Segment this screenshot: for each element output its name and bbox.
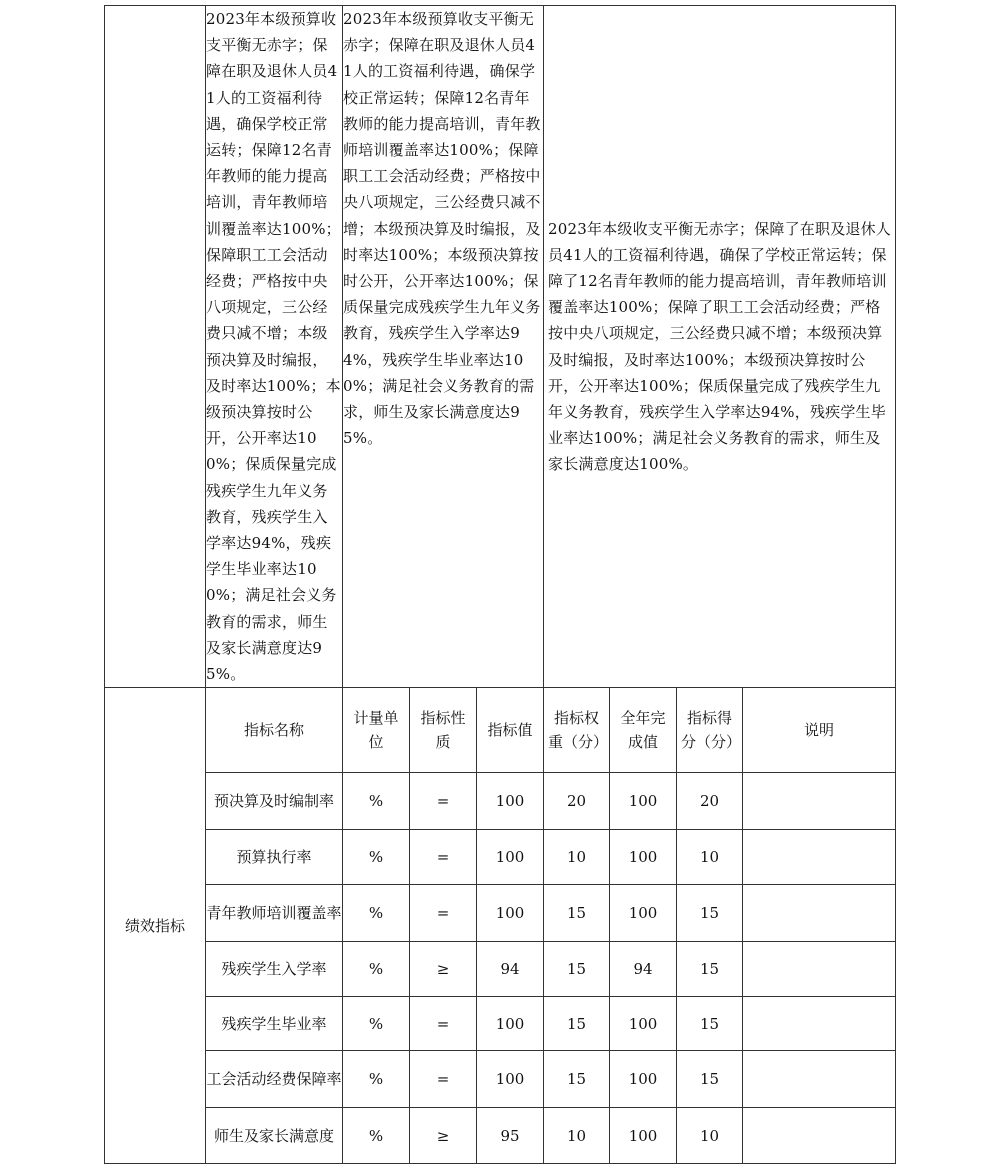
indicator-value: 100 <box>477 997 544 1051</box>
indicator-nature: ≥ <box>410 1108 477 1164</box>
table-row <box>105 1051 896 1108</box>
indicator-weight: 10 <box>544 1108 610 1164</box>
indicator-score: 15 <box>677 997 743 1051</box>
indicator-score: 15 <box>677 1051 743 1108</box>
header-unit: 计量单位 <box>343 688 410 773</box>
goals-label-cell <box>105 6 206 688</box>
indicator-weight: 15 <box>544 885 610 942</box>
indicator-unit: % <box>343 885 410 942</box>
indicator-nature: ≥ <box>410 942 477 997</box>
indicator-nature: = <box>410 997 477 1051</box>
table-row <box>105 885 896 942</box>
indicator-value: 100 <box>477 1051 544 1108</box>
table-row <box>105 773 896 830</box>
indicator-note <box>743 942 896 997</box>
section-label: 绩效指标 <box>105 688 206 1164</box>
indicator-note <box>743 1108 896 1164</box>
indicator-unit: % <box>343 942 410 997</box>
indicator-score: 10 <box>677 1108 743 1164</box>
indicator-name: 预算执行率 <box>206 830 343 885</box>
indicator-note <box>743 885 896 942</box>
header-actual-value: 全年完成值 <box>610 688 677 773</box>
table-row <box>105 942 896 997</box>
indicator-value: 95 <box>477 1108 544 1164</box>
indicator-actual: 100 <box>610 830 677 885</box>
header-indicator-name: 指标名称 <box>206 688 343 773</box>
indicator-score: 15 <box>677 885 743 942</box>
indicator-nature: = <box>410 1051 477 1108</box>
indicator-nature: = <box>410 885 477 942</box>
indicator-score: 15 <box>677 942 743 997</box>
header-weight: 指标权重（分） <box>544 688 610 773</box>
table-row <box>105 1108 896 1164</box>
indicator-actual: 100 <box>610 1051 677 1108</box>
indicator-name: 残疾学生毕业率 <box>206 997 343 1051</box>
header-score: 指标得分（分） <box>677 688 743 773</box>
indicator-nature: = <box>410 830 477 885</box>
indicator-actual: 100 <box>610 885 677 942</box>
goals-row <box>105 6 896 688</box>
indicator-name: 师生及家长满意度 <box>206 1108 343 1164</box>
indicator-name: 预决算及时编制率 <box>206 773 343 830</box>
indicator-note <box>743 1051 896 1108</box>
indicator-unit: % <box>343 830 410 885</box>
header-note: 说明 <box>743 688 896 773</box>
indicator-unit: % <box>343 997 410 1051</box>
adjusted-goal-text: 2023年本级预算收支平衡无赤字；保障在职及退休人员41人的工资福利待遇，确保学校正常运转；保障12名青年教师的能力提高培训，青年教师培训覆盖率达100%；保障职工工会活动经费；严格按中央八项规定，三公经费只减不增；本级预决算及时编报，及时率达100%；本级预决算按时公开，公开率达100%；保质保量完成残疾学生九年义务教育，残疾学生入学率达94%，残疾学生毕业率达100%；满足社会义务教育的需求，师生及家长满意度达95%。 <box>343 6 544 688</box>
indicator-name: 残疾学生入学率 <box>206 942 343 997</box>
indicator-unit: % <box>343 773 410 830</box>
indicator-unit: % <box>343 1108 410 1164</box>
indicator-weight: 15 <box>544 942 610 997</box>
indicator-actual: 100 <box>610 997 677 1051</box>
indicator-score: 10 <box>677 830 743 885</box>
indicator-header-row <box>105 688 896 773</box>
indicator-note <box>743 773 896 830</box>
indicator-value: 94 <box>477 942 544 997</box>
planned-goal-text: 2023年本级预算收支平衡无赤字；保障在职及退休人员41人的工资福利待遇，确保学校正常运转；保障12名青年教师的能力提高培训，青年教师培训覆盖率达100%；保障职工工会活动经费；严格按中央八项规定，三公经费只减不增；本级预决算及时编报，及时率达100%；本级预决算按时公开，公开率达100%；保质保量完成残疾学生九年义务教育，残疾学生入学率达94%，残疾学生毕业率达100%；满足社会义务教育的需求，师生及家长满意度达95%。 <box>206 6 343 688</box>
performance-table <box>104 5 896 1164</box>
indicator-actual: 100 <box>610 1108 677 1164</box>
table-row <box>105 997 896 1051</box>
table-row <box>105 830 896 885</box>
indicator-weight: 15 <box>544 997 610 1051</box>
indicator-actual: 94 <box>610 942 677 997</box>
indicator-weight: 15 <box>544 1051 610 1108</box>
header-nature: 指标性质 <box>410 688 477 773</box>
indicator-actual: 100 <box>610 773 677 830</box>
indicator-score: 20 <box>677 773 743 830</box>
header-target-value: 指标值 <box>477 688 544 773</box>
indicator-note <box>743 997 896 1051</box>
indicator-weight: 20 <box>544 773 610 830</box>
indicator-weight: 10 <box>544 830 610 885</box>
actual-result-text: 2023年本级收支平衡无赤字；保障了在职及退休人员41人的工资福利待遇，确保了学校正常运转；保障了12名青年教师的能力提高培训，青年教师培训覆盖率达100%；保障了职工工会活动经费；严格按中央八项规定，三公经费只减不增；本级预决算及时编报，及时率达100%；本级预决算按时公开，公开率达100%；保质保量完成了残疾学生九年义务教育，残疾学生入学率达94%，残疾学生毕业率达100%；满足社会义务教育的需求，师生及家长满意度达100%。 <box>544 6 896 688</box>
indicator-nature: = <box>410 773 477 830</box>
indicator-unit: % <box>343 1051 410 1108</box>
indicator-value: 100 <box>477 885 544 942</box>
indicator-value: 100 <box>477 773 544 830</box>
indicator-note <box>743 830 896 885</box>
indicator-name: 工会活动经费保障率 <box>206 1051 343 1108</box>
indicator-value: 100 <box>477 830 544 885</box>
indicator-name: 青年教师培训覆盖率 <box>206 885 343 942</box>
